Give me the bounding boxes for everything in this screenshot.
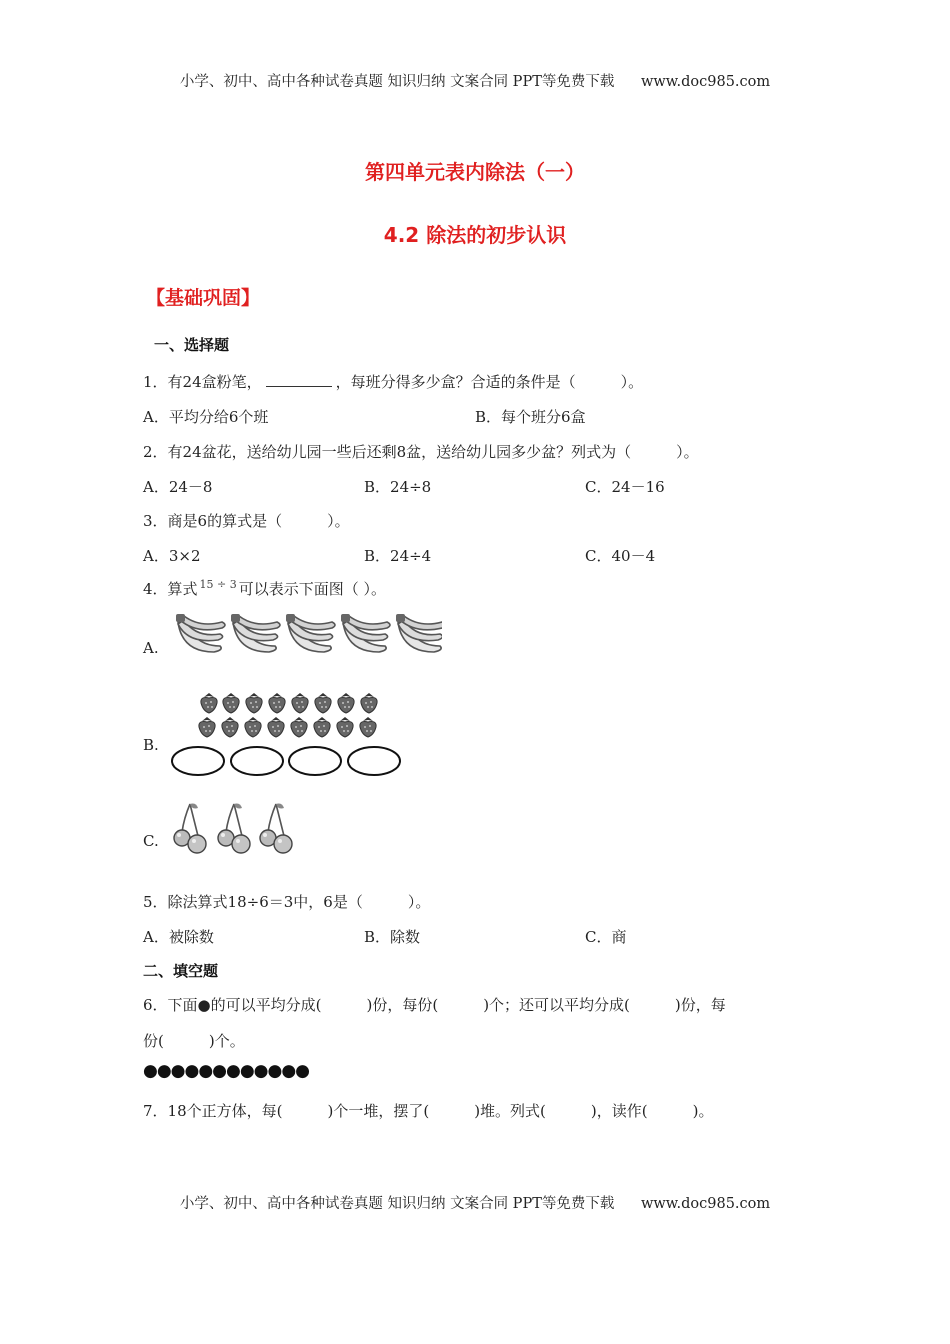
- plate-2: [231, 747, 283, 775]
- strawberries-and-plates-image: [168, 690, 408, 782]
- cherry-pair-2: [218, 804, 250, 854]
- part1-heading: 一、选择题: [154, 336, 230, 354]
- q4-expression: 15 ÷ 3: [199, 578, 237, 591]
- banana-bunch-2: [231, 614, 280, 652]
- banana-bunch-5: [396, 614, 442, 652]
- footer-site: www.doc985.com: [640, 1196, 771, 1212]
- q5-option-a: A．被除数: [143, 928, 214, 946]
- question-4: [143, 578, 386, 599]
- question-6-line-2: 份( )个。: [143, 1032, 245, 1050]
- q4-option-a-label: A.: [143, 639, 159, 657]
- banana-bunch-3: [286, 614, 335, 652]
- q2-option-b: B．24÷8: [364, 478, 432, 496]
- section-basic: 【基础巩固】: [146, 287, 261, 309]
- q5-option-b: B．除数: [364, 928, 421, 946]
- plate-1: [172, 747, 224, 775]
- q1-option-a: A．平均分给6个班: [143, 408, 269, 426]
- q4-option-c-label: C.: [143, 832, 159, 850]
- q3-option-c: C．40－4: [585, 547, 656, 565]
- strawberry-row-2: [199, 717, 376, 737]
- q1-blank[interactable]: [266, 373, 332, 387]
- q1-post: ，每班分得多少盒？合适的条件是（ ）。: [335, 373, 644, 391]
- lesson-title: 4.2 除法的初步认识: [383, 223, 567, 247]
- page-footer: [0, 1192, 950, 1213]
- footer-text: 小学、初中、高中各种试卷真题 知识归纳 文案合同 PPT等免费下载: [179, 1196, 615, 1212]
- unit-title: 第四单元表内除法（一）: [365, 160, 585, 184]
- q1-pre: 1．有24盒粉笔，: [143, 373, 262, 391]
- question-6-line-1: 6．下面●的可以平均分成( )份，每份( )个；还可以平均分成( )份，每: [143, 996, 726, 1014]
- strawberry-row-1: [201, 693, 377, 713]
- question-5: 5．除法算式18÷6＝3中，6是（ ）。: [143, 893, 431, 911]
- plate-3: [289, 747, 341, 775]
- q1-option-b: B．每个班分6盒: [475, 408, 586, 426]
- q3-option-b: B．24÷4: [364, 547, 432, 565]
- q4-post: 可以表示下面图（ ）。: [238, 580, 387, 598]
- question-7: 7．18个正方体，每( )个一堆，摆了( )堆。列式( )，读作( )。: [143, 1102, 714, 1120]
- cherry-pair-1: [174, 804, 206, 854]
- plate-4: [348, 747, 400, 775]
- part2-heading: 二、填空题: [143, 962, 219, 980]
- q4-option-b-label: B.: [143, 736, 159, 754]
- cherry-pair-3: [260, 804, 292, 854]
- q4-pre: 4．算式: [143, 580, 198, 598]
- q2-option-a: A．24－8: [143, 478, 213, 496]
- question-3: 3．商是6的算式是（ ）。: [143, 512, 350, 530]
- banana-bunch-1: [176, 614, 225, 652]
- question-1: [143, 371, 643, 392]
- question-2: 2．有24盆花，送给幼儿园一些后还剩8盆，送给幼儿园多少盆？列式为（ ）。: [143, 443, 699, 461]
- q2-option-c: C．24－16: [585, 478, 665, 496]
- cherries-image: [172, 800, 302, 856]
- banana-bunch-4: [341, 614, 390, 652]
- q5-option-c: C．商: [585, 928, 627, 946]
- banana-bunches-image: [172, 608, 442, 660]
- q6-dots: ●●●●●●●●●●●●: [143, 1061, 310, 1081]
- header-site: www.doc985.com: [640, 74, 771, 90]
- page-header: [0, 70, 950, 91]
- header-text: 小学、初中、高中各种试卷真题 知识归纳 文案合同 PPT等免费下载: [179, 74, 615, 90]
- q3-option-a: A．3×2: [143, 547, 201, 565]
